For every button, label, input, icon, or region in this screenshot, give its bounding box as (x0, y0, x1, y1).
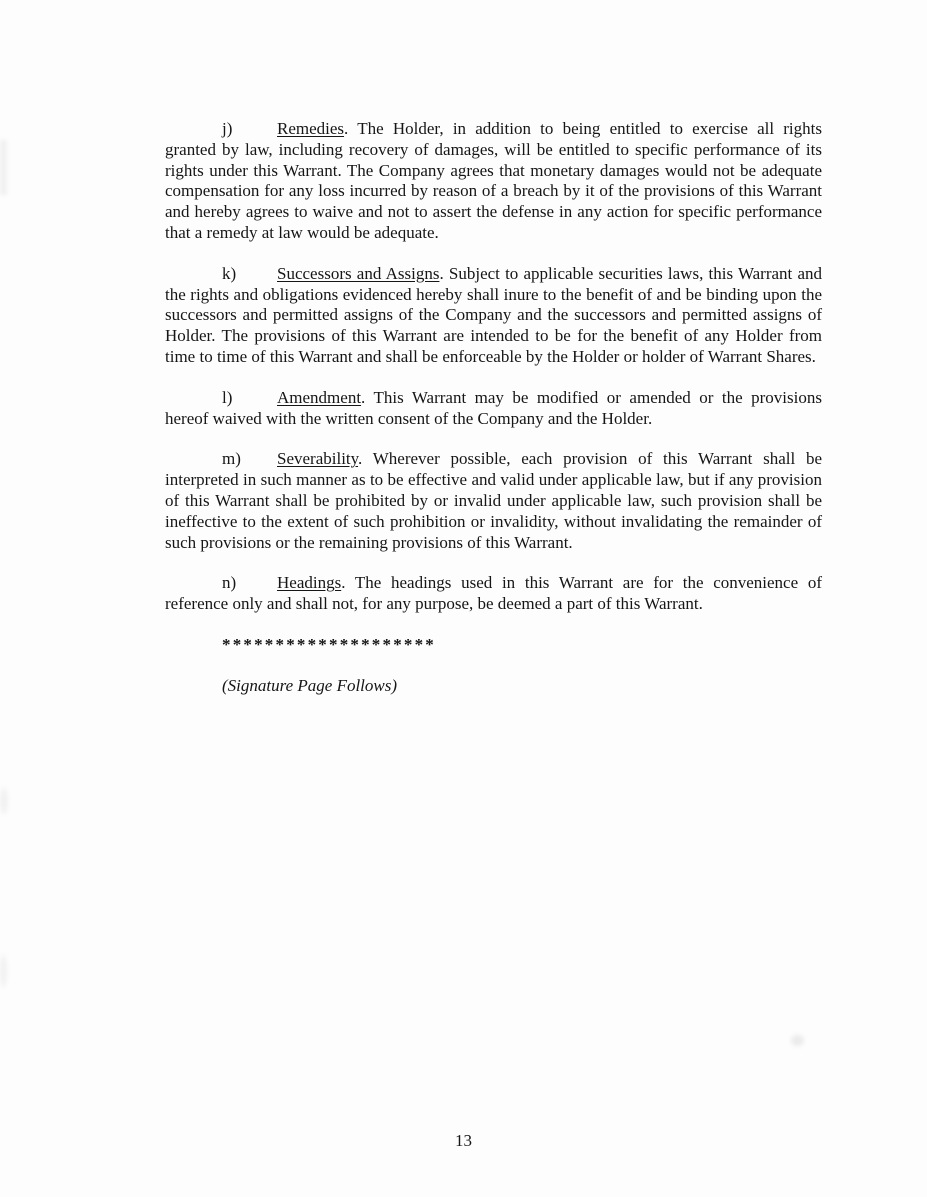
paragraph-text: The headings used in this Warrant are for the convenience of reference only and shall not, for any purpose, be deemed a part of this Warrant. (165, 573, 822, 614)
paragraph-text: The Holder, in addition to being entitled to exercise all rights granted by law, including recovery of damages, will be entitled to specific performance of its rights under this Warrant. The Company agrees that monetary damages would not be adequate compensation for any loss incurred by reason of a breach by it of the provisions of this Warrant and hereby agrees to waive and not to assert the defense in any action for specific performance that a remedy at law would be adequate. (165, 119, 822, 242)
heading-period: . (358, 449, 363, 469)
heading-period: . (361, 387, 366, 407)
paragraph-heading: Severability (277, 449, 359, 469)
paragraph-j-remedies (165, 119, 822, 244)
paragraph-text: This Warrant may be modified or amended or the provisions hereof waived with the written consent of the Company and the Holder. (165, 387, 822, 428)
paragraph-k-successors-and-assigns (165, 264, 822, 368)
paragraph-label: k) (222, 263, 237, 283)
paragraph-text: Wherever possible, each provision of this Warrant shall be interpreted in such manner as to be effective and valid under applicable law, but if any provision of this Warrant shall be prohibited by or invalid under applicable law, such provision shall be ineffective to the extent of such prohibition or invalidity, without invalidating the remainder of such provisions or the remaining provisions of this Warrant. (165, 449, 822, 552)
paragraph-heading: Successors and Assigns (277, 263, 440, 283)
page-number: 13 (455, 1131, 472, 1150)
signature-page-note: (Signature Page Follows) (222, 675, 398, 695)
paragraph-heading: Remedies (277, 119, 345, 138)
scan-artifact (0, 788, 8, 814)
paragraph-label: n) (222, 573, 237, 593)
heading-period: . (344, 119, 349, 138)
paragraph-text: Subject to applicable securities laws, this Warrant and the rights and obligations evidenced hereby shall inure to the benefit of and be binding upon the successors and permitted assigns of the Company and the successors and permitted assigns of Holder. The provisions of this Warrant are intended to be for the benefit of any Holder from time to time of this Warrant and shall be enforceable by the Holder or holder of Warrant Shares. (165, 263, 823, 366)
scan-artifact (791, 1035, 804, 1046)
paragraph-label: m) (222, 449, 241, 469)
asterisk-divider: ******************** (222, 634, 436, 654)
paragraph-m-severability (165, 449, 822, 553)
heading-period: . (439, 263, 444, 283)
paragraph-n-headings (165, 573, 822, 615)
document-body (165, 119, 822, 717)
paragraph-label: l) (222, 387, 233, 407)
scan-artifact (0, 955, 7, 987)
paragraph-heading: Amendment (277, 387, 362, 407)
paragraph-label: j) (222, 119, 233, 138)
paragraph-l-amendment (165, 388, 822, 430)
heading-period: . (341, 573, 346, 593)
scan-artifact (0, 140, 7, 195)
paragraph-heading: Headings (277, 573, 342, 593)
